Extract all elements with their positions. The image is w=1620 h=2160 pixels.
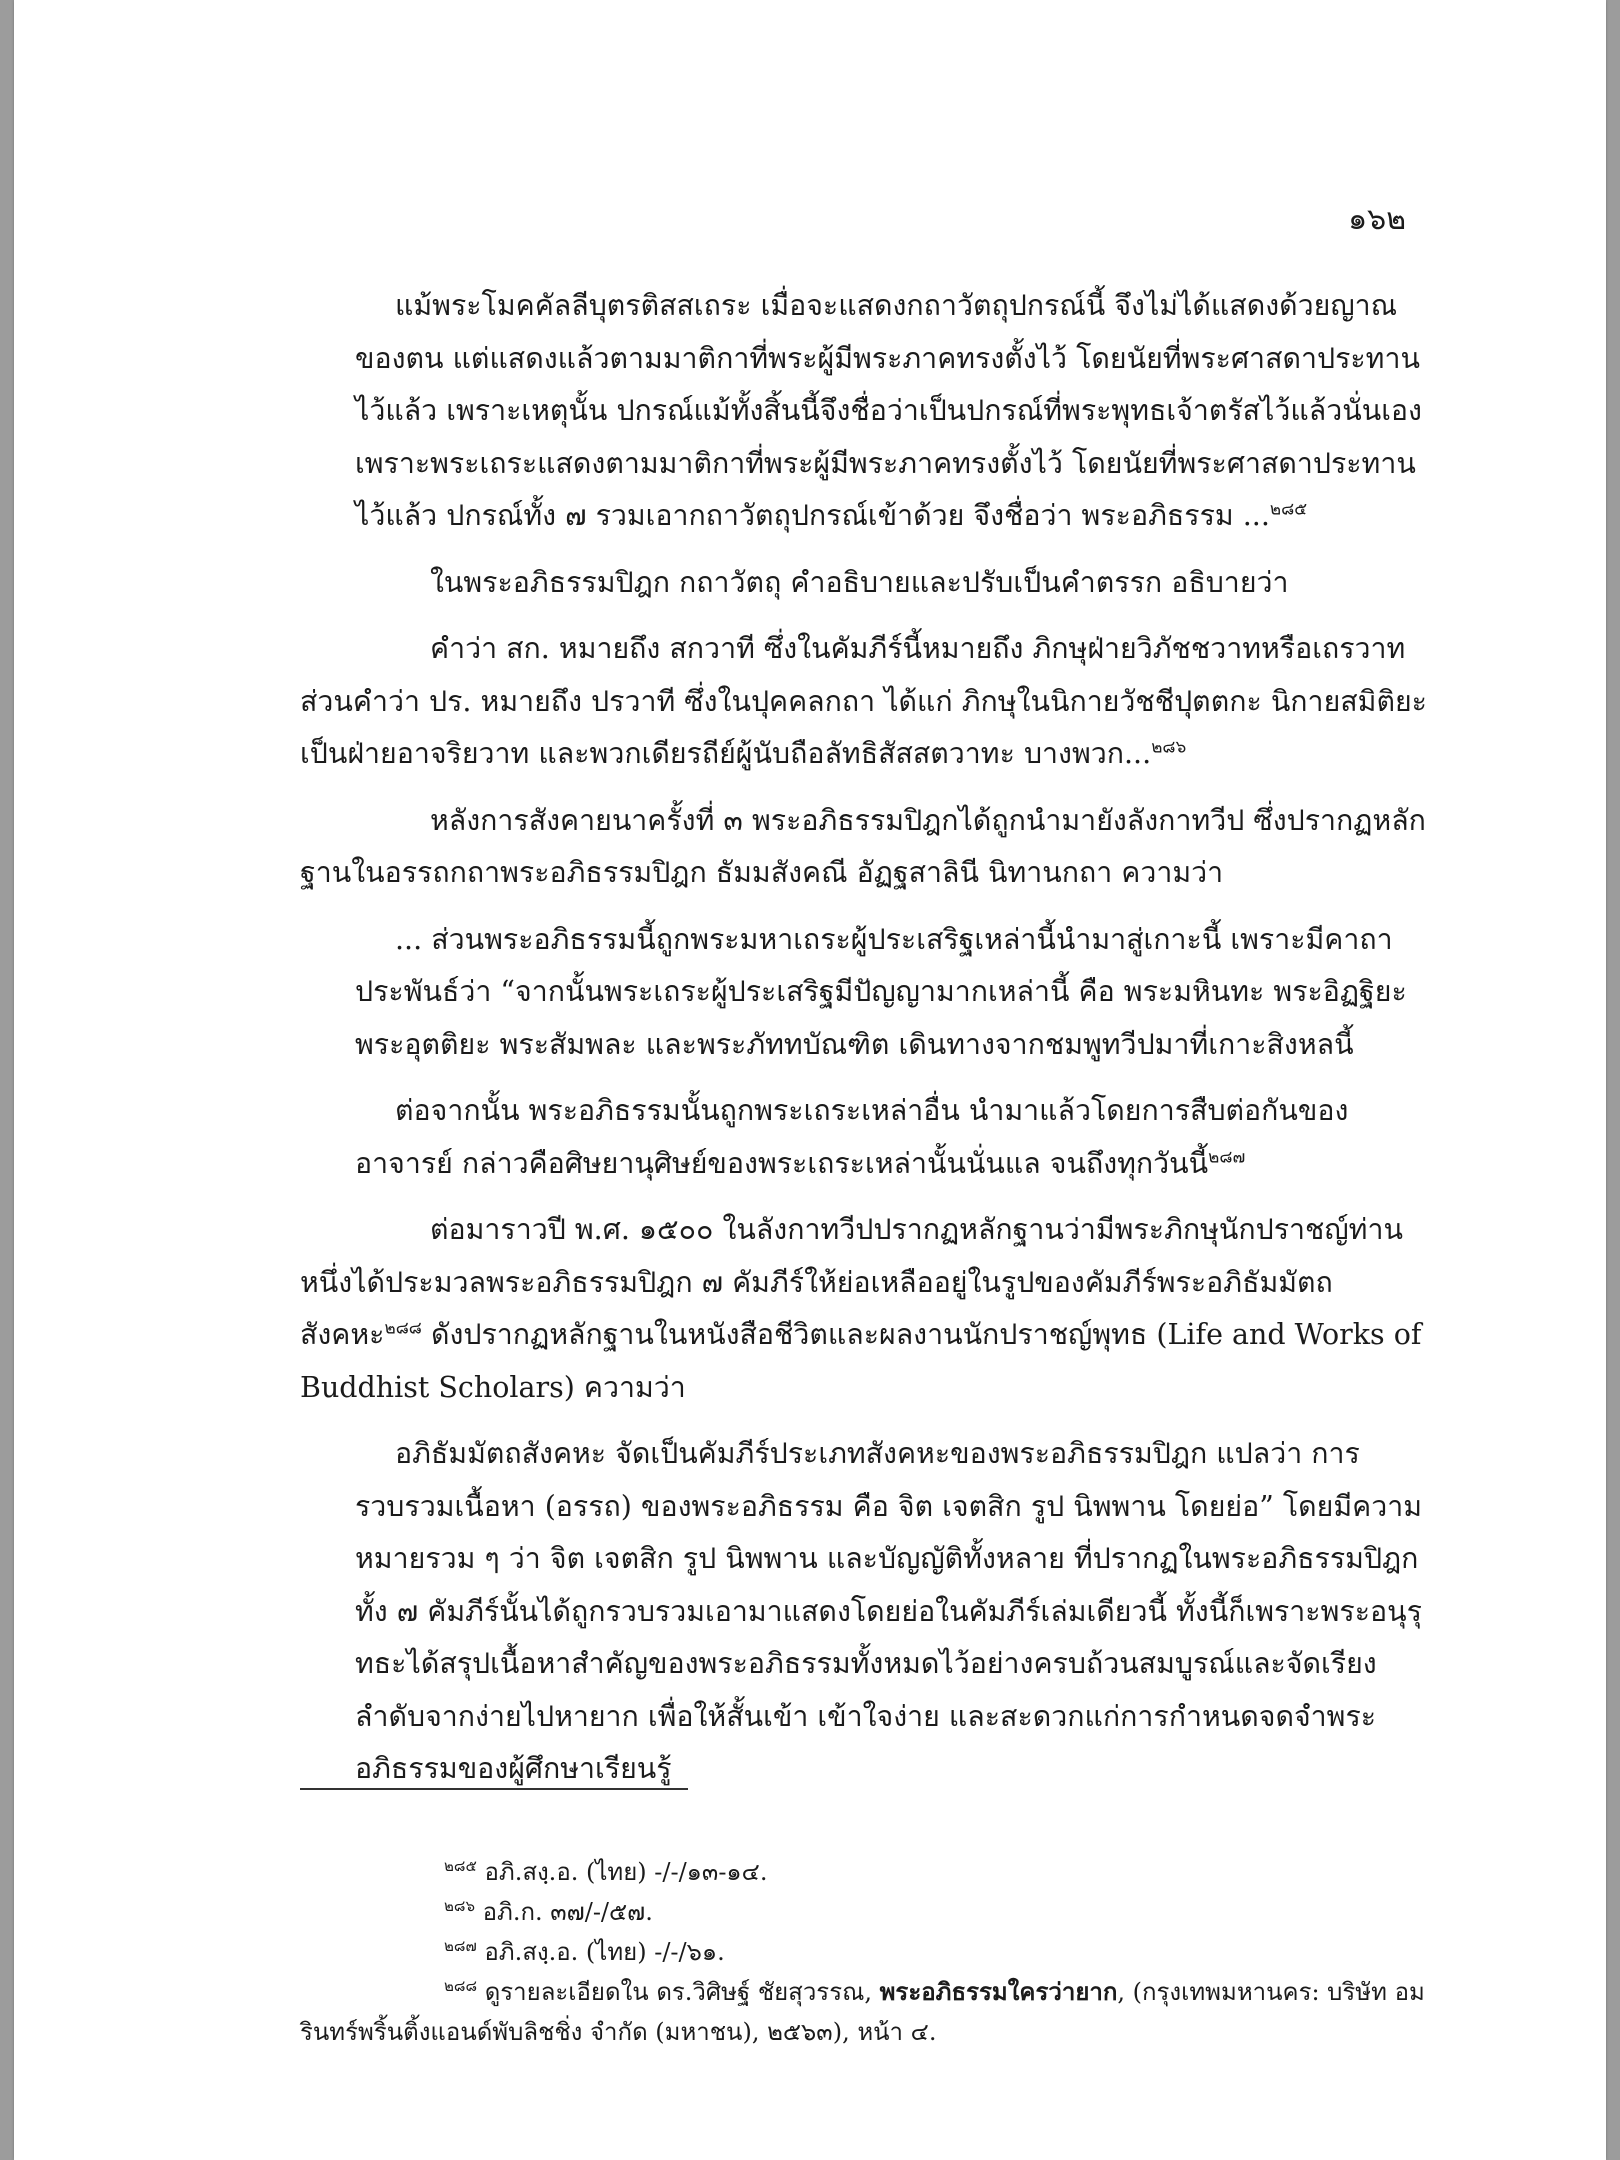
footnote-number: ๒๘๕ bbox=[444, 1857, 477, 1875]
footnote-ref-286[interactable]: ๒๘๖ bbox=[1151, 737, 1187, 758]
footnote-text: อภิ.สงฺ.อ. (ไทย) -/-/๖๑. bbox=[484, 1938, 725, 1966]
footnote-285 bbox=[444, 1852, 1430, 1892]
quote-paragraph-2 bbox=[300, 623, 1430, 781]
quote-paragraph-1 bbox=[355, 280, 1430, 543]
footnote-ref-285[interactable]: ๒๘๕ bbox=[1269, 499, 1308, 520]
paragraph-text: คำว่า สก. หมายถึง สกวาที ซึ่งในคัมภีร์นี้หมายถึง ภิกษุฝ่ายวิภัชชวาทหรือเถรวาท ส่วนคำว่า ปร. หมายถึง ปรวาที ซึ่งในปุคคลกถา ได้แก่ ภิกษุในนิกายวัชชีปุตตกะ นิกายสมิติยะ เป็นฝ่ายอาจริยวาท และพวกเดียรถีย์ผู้นับถือลัทธิสัสสตวาทะ บางพวก... bbox=[300, 632, 1427, 770]
quote-paragraph-5 bbox=[355, 1428, 1430, 1796]
page-number: ๑๖๒ bbox=[1348, 202, 1406, 237]
body-paragraph-1 bbox=[300, 795, 1430, 900]
paragraph-text: หลังการสังคายนาครั้งที่ ๓ พระอภิธรรมปิฎกได้ถูกนำมายังลังกาทวีป ซึ่งปรากฏหลักฐานในอรรถกถาพระอภิธรรมปิฎก ธัมมสังคณี อัฏฐสาลินี นิทานกถา ความว่า bbox=[300, 803, 1426, 889]
paragraph-text: อภิธัมมัตถสังคหะ จัดเป็นคัมภีร์ประเภทสังคหะของพระอภิธรรมปิฎก แปลว่า การรวบรวมเนื้อหา (อรรถ) ของพระอภิธรรม คือ จิต เจตสิก รูป นิพพาน โดยย่อ” โดยมีความหมายรวม ๆ ว่า จิต เจตสิก รูป นิพพาน และบัญญัติทั้งหลาย ที่ปรากฏในพระอภิธรรมปิฎกทั้ง ๗ คัมภีร์นั้นได้ถูกรวบรวมเอามาแสดงโดยย่อในคัมภีร์เล่มเดียวนี้ ทั้งนี้ก็เพราะพระอนุรุทธะได้สรุปเนื้อหาสำคัญของพระอภิธรรมทั้งหมดไว้อย่างครบถ้วนสมบูรณ์และจัดเรียงลำดับจากง่ายไปหายาก เพื่อให้สั้นเข้า เข้าใจง่าย และสะดวกแก่การกำหนดจดจำพระอภิธรรมของผู้ศึกษาเรียนรู้ bbox=[355, 1437, 1422, 1785]
paragraph-text: ต่อจากนั้น พระอภิธรรมนั้นถูกพระเถระเหล่าอื่น นำมาแล้วโดยการสืบต่อกันของอาจารย์ กล่าวคือศิษยานุศิษย์ของพระเถระเหล่านั้นนั่นแล จนถึงทุกวันนี้ bbox=[355, 1094, 1349, 1180]
document-page bbox=[14, 0, 1606, 2160]
body-text bbox=[300, 280, 1430, 1810]
paragraph-text: ต่อมาราวปี พ.ศ. ๑๕๐๐ ในลังกาทวีปปรากฏหลักฐานว่ามีพระภิกษุนักปราชญ์ท่านหนึ่งได้ประมวลพระอภิธรรมปิฎก ๗ คัมภีร์ให้ย่อเหลืออยู่ในรูปของคัมภีร์พระอภิธัมมัตถสังคหะ bbox=[300, 1213, 1403, 1351]
footnote-ref-287[interactable]: ๒๘๗ bbox=[1208, 1147, 1246, 1167]
footnote-ref-288[interactable]: ๒๘๘ bbox=[384, 1318, 422, 1339]
paragraph-text: ... ส่วนพระอภิธรรมนี้ถูกพระมหาเถระผู้ประเสริฐเหล่านี้นำมาสู่เกาะนี้ เพราะมีคาถาประพันธ์ว่า “จากนั้นพระเถระผู้ประเสริฐมีปัญญามากเหล่านี้ คือ พระมหินทะ พระอิฏฐิยะ พระอุตติยะ พระสัมพละ และพระภัททบัณฑิต เดินทางจากชมพูทวีปมาที่เกาะสิงหลนี้ bbox=[355, 922, 1407, 1061]
paragraph-text: แม้พระโมคคัลลีบุตรติสสเถระ เมื่อจะแสดงกถาวัตถุปกรณ์นี้ จึงไม่ได้แสดงด้วยญาณของตน แต่แสดงแล้วตามมาติกาที่พระผู้มีพระภาคทรงตั้งไว้ โดยนัยที่พระศาสดาประทานไว้แล้ว เพราะเหตุนั้น ปกรณ์แม้ทั้งสิ้นนี้จึงชื่อว่าเป็นปกรณ์ที่พระพุทธเจ้าตรัสไว้แล้วนั่นเอง เพราะพระเถระแสดงตามมาติกาที่พระผู้มีพระภาคทรงตั้งไว้ โดยนัยที่พระศาสดาประทานไว้แล้ว ปกรณ์ทั้ง ๗ รวมเอากถาวัตถุปกรณ์เข้าด้วย จึงชื่อว่า พระอภิธรรม ... bbox=[355, 289, 1422, 532]
intro-paragraph bbox=[430, 557, 1430, 610]
paragraph-text: ในพระอภิธรรมปิฎก กถาวัตถุ คำอธิบายและปรับเป็นคำตรรก อธิบายว่า bbox=[430, 565, 1289, 599]
quote-paragraph-4 bbox=[355, 1085, 1430, 1190]
footnote-book-title: พระอภิธรรมใครว่ายาก bbox=[879, 1977, 1118, 2006]
footnote-separator bbox=[300, 1788, 688, 1790]
quote-paragraph-3 bbox=[355, 914, 1430, 1072]
footnote-287 bbox=[444, 1932, 1430, 1972]
footnote-286 bbox=[444, 1892, 1430, 1932]
body-paragraph-2 bbox=[300, 1204, 1430, 1414]
footnote-text-tail: , (กรุงเทพมหานคร: บริษัท อมรินทร์พริ้นติ้งแอนด์พับลิชชิ่ง จำกัด (มหาชน), ๒๕๖๓), หน้า ๔. bbox=[300, 1978, 1425, 2046]
footnote-number: ๒๘๘ bbox=[444, 1977, 478, 1995]
footnote-number: ๒๘๗ bbox=[444, 1937, 477, 1955]
footnote-number: ๒๘๖ bbox=[444, 1897, 475, 1915]
footnote-288 bbox=[300, 1972, 1430, 2052]
footnote-text: อภิ.สงฺ.อ. (ไทย) -/-/๑๓-๑๔. bbox=[484, 1858, 768, 1886]
footnote-text: ดูรายละเอียดใน ดร.วิศิษฐ์ ชัยสุวรรณ, bbox=[484, 1978, 880, 2006]
footnotes bbox=[300, 1852, 1430, 2052]
footnote-text: อภิ.ก. ๓๗/-/๕๗. bbox=[482, 1898, 653, 1926]
paragraph-text-tail: ดังปรากฏหลักฐานในหนังสือชีวิตและผลงานนักปราชญ์พุทธ (Life and Works of Buddhist Scholars) ความว่า bbox=[300, 1318, 1422, 1404]
